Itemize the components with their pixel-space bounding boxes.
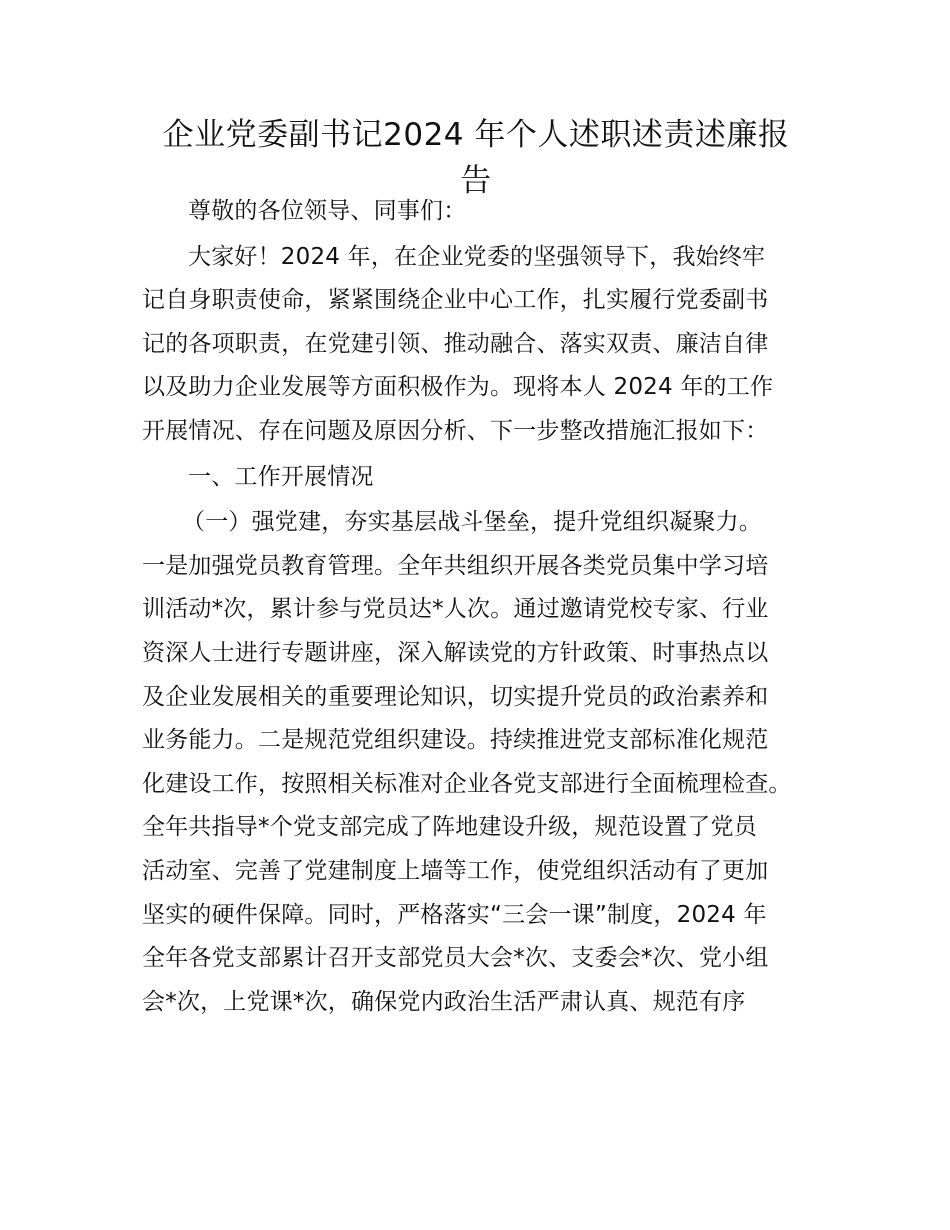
document-body [142, 190, 822, 1024]
paragraph-line: 活动室、完善了党建制度上墙等工作，使党组织活动有了更加 [142, 857, 769, 884]
paragraph-line: 开展情况、存在问题及原因分析、下一步整改措施汇报如下： [142, 417, 769, 444]
paragraph-line: 及企业发展相关的重要理论知识，切实提升党员的政治素养和 [142, 683, 769, 710]
paragraph-line: 记的各项职责，在党建引领、推动融合、落实双责、廉洁自律 [142, 330, 769, 357]
paragraph-line: 大家好！2024 年，在企业党委的坚强领导下，我始终牢 [188, 243, 766, 270]
greeting: 尊敬的各位领导、同事们： [188, 198, 467, 224]
paragraph-line: 一是加强党员教育管理。全年共组织开展各类党员集中学习培 [142, 552, 769, 579]
section1-paragraph [142, 501, 822, 1024]
paragraph-line: 化建设工作，按照相关标准对企业各党支部进行全面梳理检查。 [142, 770, 792, 797]
paragraph-line: 记自身职责使命，紧紧围绕企业中心工作，扎实履行党委副书 [142, 287, 769, 314]
paragraph-line: （一）强党建，夯实基层战斗堡垒，提升党组织凝聚力。 [182, 509, 762, 536]
paragraph-line: 全年共指导*个党支部完成了阵地建设升级，规范设置了党员 [142, 814, 757, 841]
paragraph-line: 全年各党支部累计召开支部党员大会*次、支委会*次、党小组 [142, 945, 769, 972]
paragraph-line: 资深人士进行专题讲座，深入解读党的方针政策、时事热点以 [142, 639, 769, 666]
title-line: 告 [460, 163, 492, 199]
paragraph-line: 训活动*次，累计参与党员达*人次。通过邀请党校专家、行业 [142, 596, 769, 623]
paragraph-line: 业务能力。二是规范党组织建设。持续推进党支部标准化规范 [142, 727, 769, 754]
section-heading: 一、工作开展情况 [188, 463, 374, 490]
paragraph-line: 坚实的硬件保障。同时，严格落实“三会一课”制度，2024 年 [142, 901, 767, 928]
intro-paragraph [142, 236, 822, 454]
paragraph-line: 以及助力企业发展等方面积极作为。现将本人 2024 年的工作 [142, 374, 774, 401]
paragraph-line: 会*次，上党课*次，确保党内政治生活严肃认真、规范有序 [142, 988, 746, 1015]
title-line: 企业党委副书记2024 年个人述职述责述廉报 [162, 117, 790, 153]
